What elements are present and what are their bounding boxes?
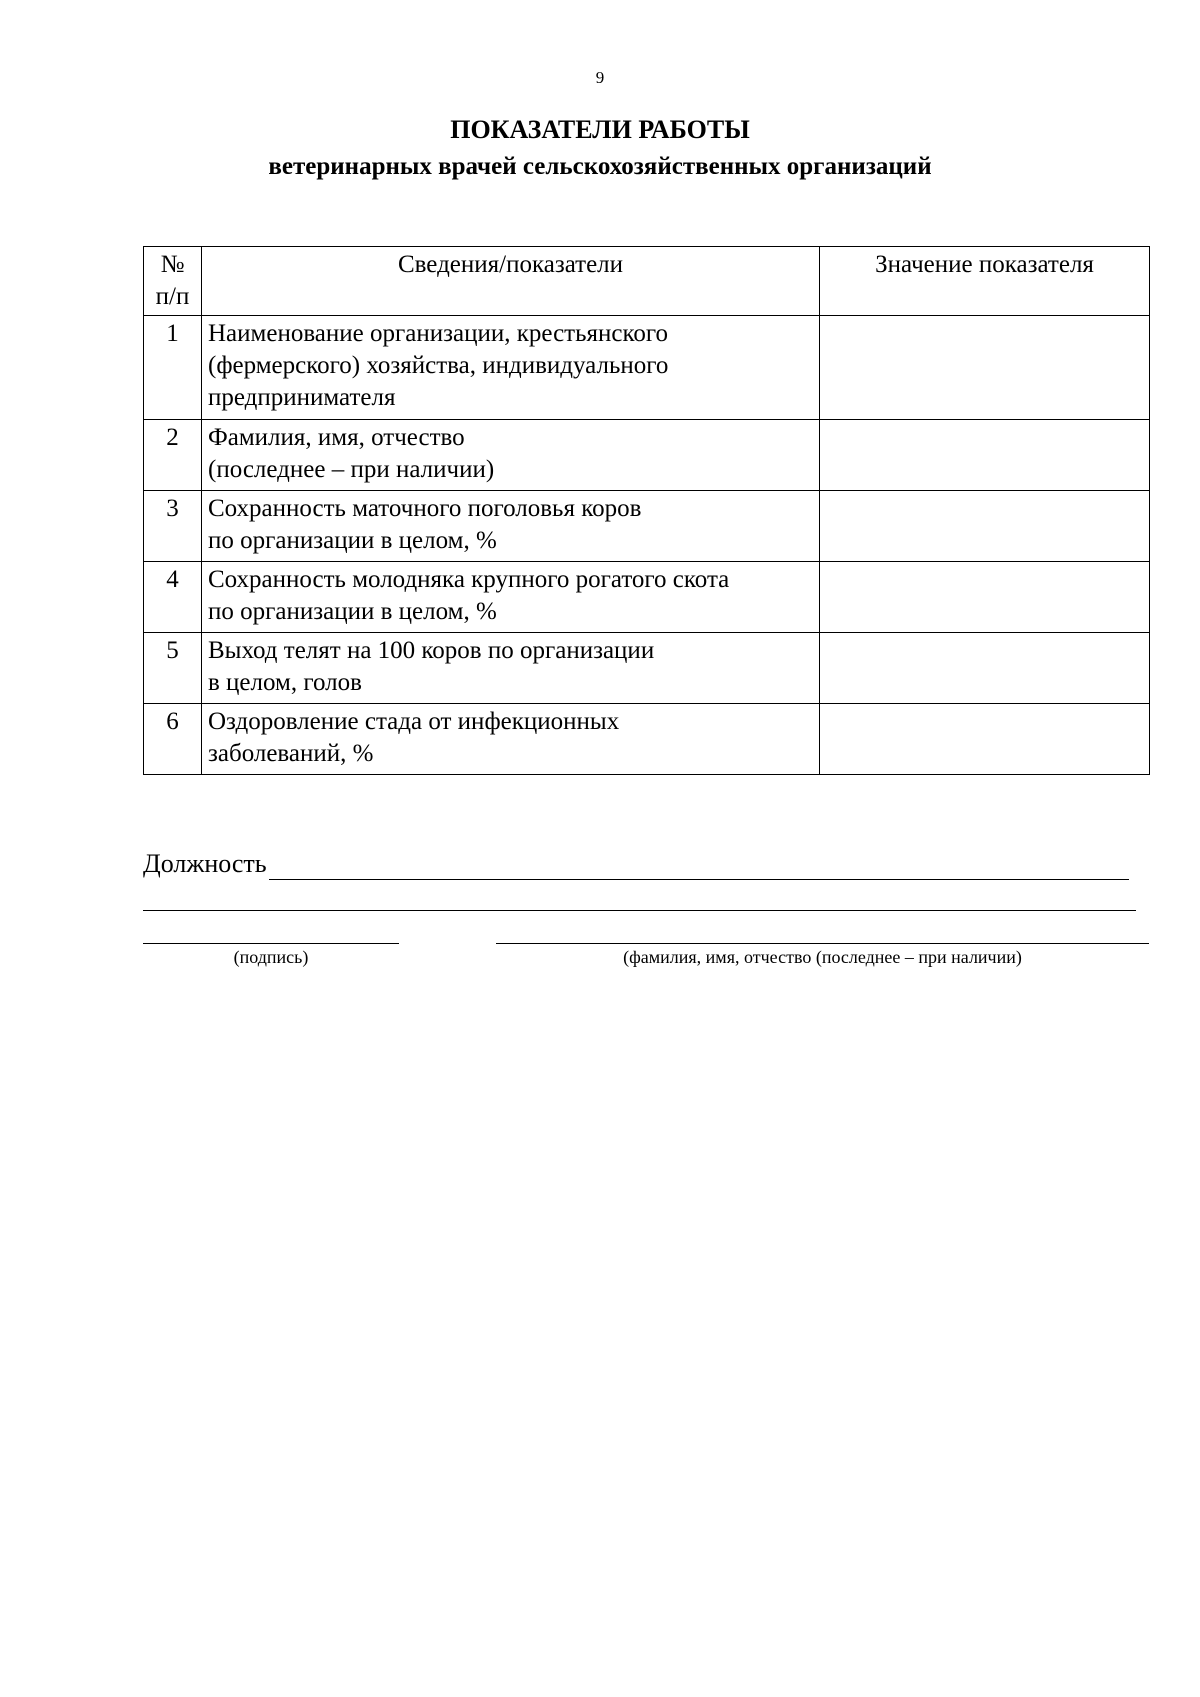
row-indicator: Сохранность молодняка крупного рогатого скота по организации в целом, % [202,562,820,633]
document-title: ПОКАЗАТЕЛИ РАБОТЫ [450,115,750,144]
row-number: 5 [144,633,202,704]
row-number: 2 [144,420,202,491]
table-row [144,704,1150,775]
table-row [144,420,1150,491]
row-indicator: Наименование организации, крестьянского (фермерского) хозяйства, индивидуального предпринимателя [202,316,820,420]
position-field [143,848,1129,880]
signature-blank-line[interactable] [143,943,399,944]
row-indicator: Фамилия, имя, отчество (последнее – при наличии) [202,420,820,491]
table-row [144,491,1150,562]
indicators-table [143,246,1150,775]
position-continuation-line[interactable] [143,910,1136,911]
position-blank-line[interactable] [269,851,1129,880]
table-row [144,316,1150,420]
header-value: Значение показателя [820,247,1150,316]
row-number: 3 [144,491,202,562]
page-number: 9 [595,68,605,87]
row-indicator: Оздоровление стада от инфекционных заболеваний, % [202,704,820,775]
row-number: 6 [144,704,202,775]
full-name-caption: (фамилия, имя, отчество (последнее – при наличии) [623,947,1022,967]
table-row [144,633,1150,704]
row-number: 1 [144,316,202,420]
table-row [144,562,1150,633]
row-value-cell[interactable] [820,704,1150,775]
row-value-cell[interactable] [820,316,1150,420]
row-value-cell[interactable] [820,562,1150,633]
row-indicator: Выход телят на 100 коров по организации в целом, голов [202,633,820,704]
row-value-cell[interactable] [820,491,1150,562]
header-number: № п/п [144,247,202,316]
full-name-blank-line[interactable] [496,943,1149,944]
position-label: Должность [143,849,267,878]
row-value-cell[interactable] [820,420,1150,491]
signature-caption: (подпись) [233,947,309,967]
document-subtitle: ветеринарных врачей сельскохозяйственных организаций [268,153,932,180]
row-indicator: Сохранность маточного поголовья коров по организации в целом, % [202,491,820,562]
header-indicators: Сведения/показатели [202,247,820,316]
table-header-row [144,247,1150,316]
row-value-cell[interactable] [820,633,1150,704]
row-number: 4 [144,562,202,633]
